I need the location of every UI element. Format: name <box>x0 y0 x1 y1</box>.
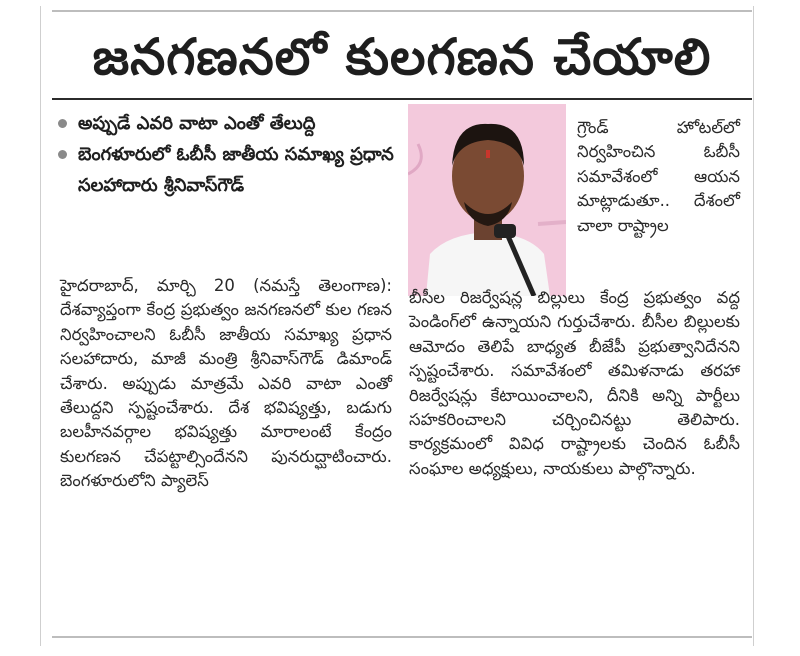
body-column-right-bottom: బీసీల రిజర్వేషన్ల బిల్లులు కేంద్ర ప్రభుత్వం వద్ద పెండింగ్‌లో ఉన్నాయని గుర్తుచేశారు. బీసీల బిల్లులకు ఆమోదం తెలిపే బాధ్యత బీజేపీ ప్రభుత్వానిదేనని స్పష్టంచేశారు. సమావేశంలో తమిళనాడు తరహా రిజర్వేషన్లు కేటాయించాలని, దీనికి అన్ని పార్టీలు సహకరించాలని చర్చించినట్టు తెలిపారు. కార్యక్రమంలో వివిధ రాష్ట్రాలకు చెందిన ఓబీసీ సంఘాల అధ్యక్షులు, నాయకులు పాల్గొన్నారు. <box>409 288 740 478</box>
top-divider <box>52 10 752 12</box>
speaker-illustration <box>408 104 566 296</box>
bullet-icon <box>58 150 67 159</box>
highlight-1 <box>56 108 396 139</box>
headline: జనగణనలో కులగణన చేయాలి <box>92 28 712 86</box>
headline-divider <box>52 98 752 100</box>
body-column-right-top: గ్రౌండ్ హోటల్‌లో నిర్వహించిన ఓబీసీ సమావేశంలో ఆయన మాట్లాడుతూ.. దేశంలో చాలా రాష్ట్రాల <box>577 118 740 235</box>
highlight-text: అప్పుడే ఎవరి వాటా ఎంతో తేలుద్ది <box>78 113 316 134</box>
body-column-left: హైదరాబాద్, మార్చి 20 (నమస్తే తెలంగాణ): దేశవ్యాప్తంగా కేంద్ర ప్రభుత్వం జనగణనలో కుల గణన నిర్వహించాలని ఓబీసీ జాతీయ సమాఖ్య ప్రధాన సలహాదారు, మాజీ మంత్రి శ్రీనివాస్‌గౌడ్ డిమాండ్ చేశారు. అప్పుడు మాత్రమే ఎవరి వాటా ఎంతో తేలుద్దని స్పష్టంచేశారు. దేశ భవిష్యత్తు, బడుగు బలహీనవర్గాల భవిష్యత్తు మారాలంటే కేంద్రం కులగణన చేపట్టాల్సిందేనని పునరుద్ఘాటించారు. బెంగళూరులోని ప్యాలెస్ <box>60 276 392 491</box>
speaker-photo <box>408 104 566 296</box>
highlights <box>56 108 396 201</box>
bottom-divider <box>52 636 752 638</box>
highlight-text: బెంగళూరులో ఓబీసీ జాతీయ సమాఖ్య ప్రధాన సలహాదారు శ్రీనివాస్‌గౌడ్ <box>78 144 394 196</box>
highlight-2 <box>56 139 396 201</box>
bullet-icon <box>58 119 67 128</box>
